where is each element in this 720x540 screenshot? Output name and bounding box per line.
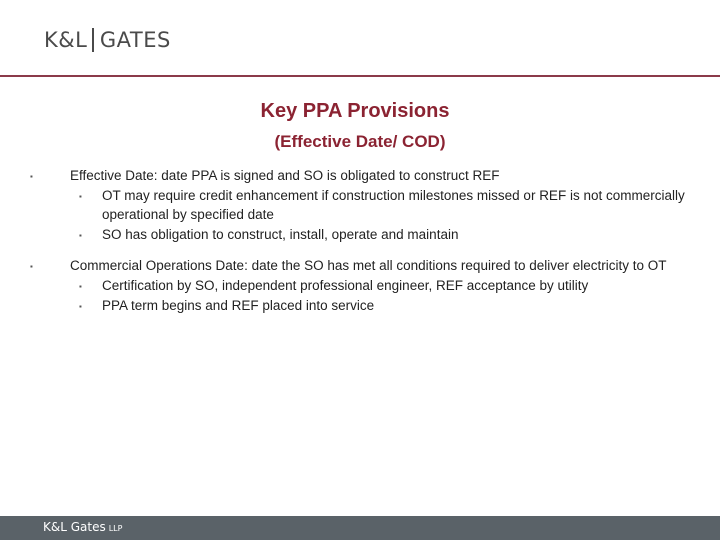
logo-right-text: GATES [99, 28, 171, 52]
slide-subtitle: (Effective Date/ COD) [274, 132, 446, 151]
logo-left-text: K&L [44, 28, 88, 52]
sub-list-item-text: PPA term begins and REF placed into service [102, 298, 375, 313]
sub-list-item-text: OT may require credit enhancement if construction milestones missed or REF is not commercially operational by specified date [102, 188, 685, 222]
sub-list [70, 186, 688, 244]
sub-list-item [70, 225, 688, 244]
footer-brand-name: K&L Gates [43, 520, 106, 534]
bullet-icon: ▪ [79, 302, 82, 311]
firm-logo [44, 27, 171, 53]
sub-list-item-text: SO has obligation to construct, install, operate and maintain [102, 227, 459, 242]
header-divider [0, 75, 720, 77]
bullet-icon: ▪ [79, 231, 82, 240]
bullet-icon: ▪ [30, 262, 33, 271]
list-item [28, 166, 688, 244]
sub-list-item [70, 296, 688, 315]
footer-bar [0, 516, 720, 540]
bullet-list [28, 166, 688, 315]
bullet-icon: ▪ [79, 282, 82, 291]
slide-title-text: Key PPA Provisions [260, 100, 450, 122]
list-item-text: Effective Date: date PPA is signed and SO is obligated to construct REF [70, 168, 500, 183]
bullet-icon: ▪ [79, 192, 82, 201]
footer-brand-suffix: LLP [108, 524, 123, 533]
logo-separator [92, 28, 94, 52]
footer-brand [43, 520, 122, 534]
sub-list-item [70, 186, 688, 224]
sub-list-item [70, 276, 688, 295]
sub-list [70, 276, 688, 315]
slide-title [0, 100, 715, 123]
list-item-text: Commercial Operations Date: date the SO has met all conditions required to deliver electricity to OT [70, 258, 667, 273]
sub-list-item-text: Certification by SO, independent professional engineer, REF acceptance by utility [102, 278, 589, 293]
bullet-icon: ▪ [30, 172, 33, 181]
list-item [28, 256, 688, 315]
